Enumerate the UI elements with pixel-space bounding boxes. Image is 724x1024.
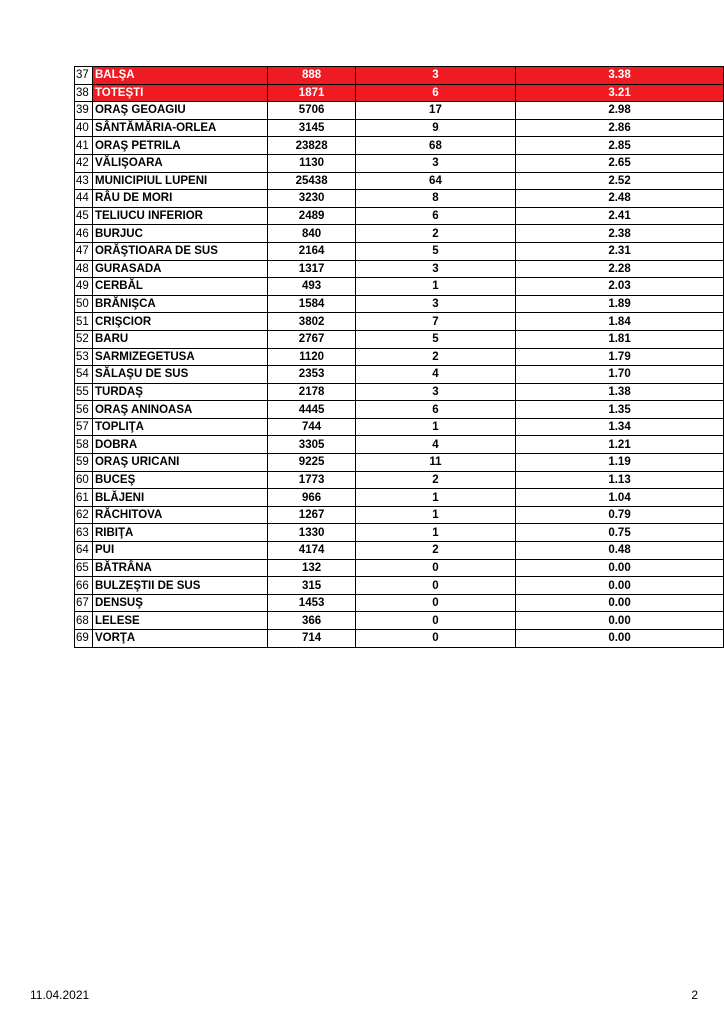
table-row <box>75 172 724 190</box>
locality-name: BRĂNIŞCA <box>92 295 267 313</box>
table-row <box>75 559 724 577</box>
cases-cell: 0 <box>355 594 515 612</box>
locality-name: BURJUC <box>92 225 267 243</box>
population-cell: 23828 <box>268 137 355 155</box>
locality-name: ORĂŞTIOARA DE SUS <box>92 242 267 260</box>
table-row <box>75 489 724 507</box>
row-index: 59 <box>75 454 93 472</box>
rate-cell: 1.70 <box>516 366 724 384</box>
cases-cell: 1 <box>355 418 515 436</box>
footer-date: 11.04.2021 <box>30 988 90 1002</box>
row-index: 68 <box>75 612 93 630</box>
table-row <box>75 454 724 472</box>
table-row <box>75 436 724 454</box>
table-row <box>75 542 724 560</box>
rate-cell: 2.86 <box>516 119 724 137</box>
row-index: 66 <box>75 577 93 595</box>
rate-cell: 0.00 <box>516 630 724 648</box>
cases-cell: 64 <box>355 172 515 190</box>
cases-cell: 3 <box>355 260 515 278</box>
table-row <box>75 295 724 313</box>
rate-cell: 1.19 <box>516 454 724 472</box>
locality-name: BLĂJENI <box>92 489 267 507</box>
table-row <box>75 260 724 278</box>
row-index: 52 <box>75 330 93 348</box>
population-cell: 493 <box>268 278 355 296</box>
row-index: 64 <box>75 542 93 560</box>
locality-name: SARMIZEGETUSA <box>92 348 267 366</box>
cases-cell: 4 <box>355 366 515 384</box>
locality-name: CERBĂL <box>92 278 267 296</box>
cases-cell: 7 <box>355 313 515 331</box>
row-index: 44 <box>75 190 93 208</box>
table-row <box>75 630 724 648</box>
row-index: 40 <box>75 119 93 137</box>
table-row <box>75 612 724 630</box>
population-cell: 2489 <box>268 207 355 225</box>
population-cell: 1871 <box>268 84 355 102</box>
row-index: 46 <box>75 225 93 243</box>
rate-cell: 0.48 <box>516 542 724 560</box>
locality-name: TOPLIŢA <box>92 418 267 436</box>
population-cell: 3305 <box>268 436 355 454</box>
row-index: 54 <box>75 366 93 384</box>
table-row <box>75 401 724 419</box>
locality-name: LELESE <box>92 612 267 630</box>
rate-cell: 0.75 <box>516 524 724 542</box>
population-cell: 1267 <box>268 506 355 524</box>
row-index: 43 <box>75 172 93 190</box>
table-row <box>75 154 724 172</box>
row-index: 38 <box>75 84 93 102</box>
row-index: 56 <box>75 401 93 419</box>
rate-cell: 0.79 <box>516 506 724 524</box>
cases-cell: 3 <box>355 67 515 85</box>
cases-cell: 0 <box>355 612 515 630</box>
rate-cell: 0.00 <box>516 594 724 612</box>
locality-name: CRIŞCIOR <box>92 313 267 331</box>
localities-table <box>74 66 724 648</box>
cases-cell: 17 <box>355 102 515 120</box>
locality-name: MUNICIPIUL LUPENI <box>92 172 267 190</box>
rate-cell: 2.65 <box>516 154 724 172</box>
row-index: 55 <box>75 383 93 401</box>
table-row <box>75 383 724 401</box>
cases-cell: 3 <box>355 383 515 401</box>
population-cell: 966 <box>268 489 355 507</box>
rate-cell: 0.00 <box>516 577 724 595</box>
population-cell: 1330 <box>268 524 355 542</box>
locality-name: TOTEŞTI <box>92 84 267 102</box>
population-cell: 1130 <box>268 154 355 172</box>
rate-cell: 1.79 <box>516 348 724 366</box>
locality-name: RÂU DE MORI <box>92 190 267 208</box>
cases-cell: 6 <box>355 401 515 419</box>
population-cell: 714 <box>268 630 355 648</box>
population-cell: 2353 <box>268 366 355 384</box>
locality-name: DOBRA <box>92 436 267 454</box>
rate-cell: 1.13 <box>516 471 724 489</box>
locality-name: BĂTRÂNA <box>92 559 267 577</box>
population-cell: 1453 <box>268 594 355 612</box>
rate-cell: 1.84 <box>516 313 724 331</box>
population-cell: 888 <box>268 67 355 85</box>
locality-name: ORAŞ ANINOASA <box>92 401 267 419</box>
row-index: 50 <box>75 295 93 313</box>
table-row <box>75 137 724 155</box>
table-row <box>75 190 724 208</box>
locality-name: ORAŞ URICANI <box>92 454 267 472</box>
table-row <box>75 119 724 137</box>
row-index: 58 <box>75 436 93 454</box>
rate-cell: 2.03 <box>516 278 724 296</box>
cases-cell: 0 <box>355 630 515 648</box>
rate-cell: 2.48 <box>516 190 724 208</box>
row-index: 48 <box>75 260 93 278</box>
table-row <box>75 594 724 612</box>
population-cell: 2164 <box>268 242 355 260</box>
locality-name: SĂLAŞU DE SUS <box>92 366 267 384</box>
population-cell: 2178 <box>268 383 355 401</box>
table-body <box>75 67 724 648</box>
population-cell: 1317 <box>268 260 355 278</box>
table-row <box>75 471 724 489</box>
locality-name: VORŢA <box>92 630 267 648</box>
locality-name: GURASADA <box>92 260 267 278</box>
rate-cell: 3.21 <box>516 84 724 102</box>
row-index: 61 <box>75 489 93 507</box>
table-row <box>75 418 724 436</box>
locality-name: BULZEŞTII DE SUS <box>92 577 267 595</box>
data-table-container <box>74 66 724 648</box>
rate-cell: 2.31 <box>516 242 724 260</box>
locality-name: BUCEŞ <box>92 471 267 489</box>
rate-cell: 2.28 <box>516 260 724 278</box>
locality-name: TELIUCU INFERIOR <box>92 207 267 225</box>
rate-cell: 1.38 <box>516 383 724 401</box>
population-cell: 3230 <box>268 190 355 208</box>
cases-cell: 2 <box>355 471 515 489</box>
table-row <box>75 278 724 296</box>
locality-name: VĂLIŞOARA <box>92 154 267 172</box>
row-index: 41 <box>75 137 93 155</box>
row-index: 51 <box>75 313 93 331</box>
rate-cell: 2.41 <box>516 207 724 225</box>
population-cell: 3802 <box>268 313 355 331</box>
row-index: 57 <box>75 418 93 436</box>
locality-name: ORAŞ PETRILA <box>92 137 267 155</box>
row-index: 69 <box>75 630 93 648</box>
population-cell: 4445 <box>268 401 355 419</box>
cases-cell: 2 <box>355 542 515 560</box>
cases-cell: 1 <box>355 506 515 524</box>
locality-name: ORAŞ GEOAGIU <box>92 102 267 120</box>
cases-cell: 6 <box>355 207 515 225</box>
population-cell: 25438 <box>268 172 355 190</box>
rate-cell: 2.52 <box>516 172 724 190</box>
population-cell: 132 <box>268 559 355 577</box>
page-number: 2 <box>691 988 698 1002</box>
locality-name: TURDAŞ <box>92 383 267 401</box>
table-row <box>75 366 724 384</box>
population-cell: 1120 <box>268 348 355 366</box>
population-cell: 315 <box>268 577 355 595</box>
row-index: 65 <box>75 559 93 577</box>
table-row <box>75 225 724 243</box>
population-cell: 840 <box>268 225 355 243</box>
cases-cell: 2 <box>355 225 515 243</box>
rate-cell: 2.38 <box>516 225 724 243</box>
population-cell: 5706 <box>268 102 355 120</box>
row-index: 39 <box>75 102 93 120</box>
cases-cell: 11 <box>355 454 515 472</box>
population-cell: 2767 <box>268 330 355 348</box>
cases-cell: 8 <box>355 190 515 208</box>
cases-cell: 0 <box>355 559 515 577</box>
table-row <box>75 577 724 595</box>
row-index: 49 <box>75 278 93 296</box>
cases-cell: 5 <box>355 330 515 348</box>
table-row <box>75 102 724 120</box>
locality-name: BARU <box>92 330 267 348</box>
rate-cell: 1.21 <box>516 436 724 454</box>
cases-cell: 3 <box>355 295 515 313</box>
rate-cell: 2.98 <box>516 102 724 120</box>
population-cell: 4174 <box>268 542 355 560</box>
row-index: 45 <box>75 207 93 225</box>
table-row <box>75 242 724 260</box>
row-index: 37 <box>75 67 93 85</box>
row-index: 60 <box>75 471 93 489</box>
cases-cell: 2 <box>355 348 515 366</box>
table-row <box>75 330 724 348</box>
rate-cell: 2.85 <box>516 137 724 155</box>
population-cell: 744 <box>268 418 355 436</box>
locality-name: SÂNTĂMĂRIA-ORLEA <box>92 119 267 137</box>
table-row <box>75 84 724 102</box>
table-row <box>75 506 724 524</box>
cases-cell: 4 <box>355 436 515 454</box>
population-cell: 1584 <box>268 295 355 313</box>
row-index: 47 <box>75 242 93 260</box>
cases-cell: 1 <box>355 278 515 296</box>
rate-cell: 3.38 <box>516 67 724 85</box>
rate-cell: 1.89 <box>516 295 724 313</box>
locality-name: RĂCHITOVA <box>92 506 267 524</box>
table-row <box>75 207 724 225</box>
row-index: 63 <box>75 524 93 542</box>
cases-cell: 0 <box>355 577 515 595</box>
row-index: 42 <box>75 154 93 172</box>
table-row <box>75 524 724 542</box>
cases-cell: 9 <box>355 119 515 137</box>
rate-cell: 0.00 <box>516 612 724 630</box>
cases-cell: 68 <box>355 137 515 155</box>
row-index: 67 <box>75 594 93 612</box>
cases-cell: 5 <box>355 242 515 260</box>
rate-cell: 1.35 <box>516 401 724 419</box>
locality-name: BALŞA <box>92 67 267 85</box>
locality-name: RIBIŢA <box>92 524 267 542</box>
population-cell: 1773 <box>268 471 355 489</box>
rate-cell: 0.00 <box>516 559 724 577</box>
locality-name: DENSUŞ <box>92 594 267 612</box>
population-cell: 3145 <box>268 119 355 137</box>
cases-cell: 1 <box>355 489 515 507</box>
rate-cell: 1.34 <box>516 418 724 436</box>
population-cell: 9225 <box>268 454 355 472</box>
rate-cell: 1.81 <box>516 330 724 348</box>
row-index: 62 <box>75 506 93 524</box>
row-index: 53 <box>75 348 93 366</box>
locality-name: PUI <box>92 542 267 560</box>
rate-cell: 1.04 <box>516 489 724 507</box>
cases-cell: 6 <box>355 84 515 102</box>
population-cell: 366 <box>268 612 355 630</box>
table-row <box>75 313 724 331</box>
cases-cell: 3 <box>355 154 515 172</box>
cases-cell: 1 <box>355 524 515 542</box>
table-row <box>75 67 724 85</box>
table-row <box>75 348 724 366</box>
